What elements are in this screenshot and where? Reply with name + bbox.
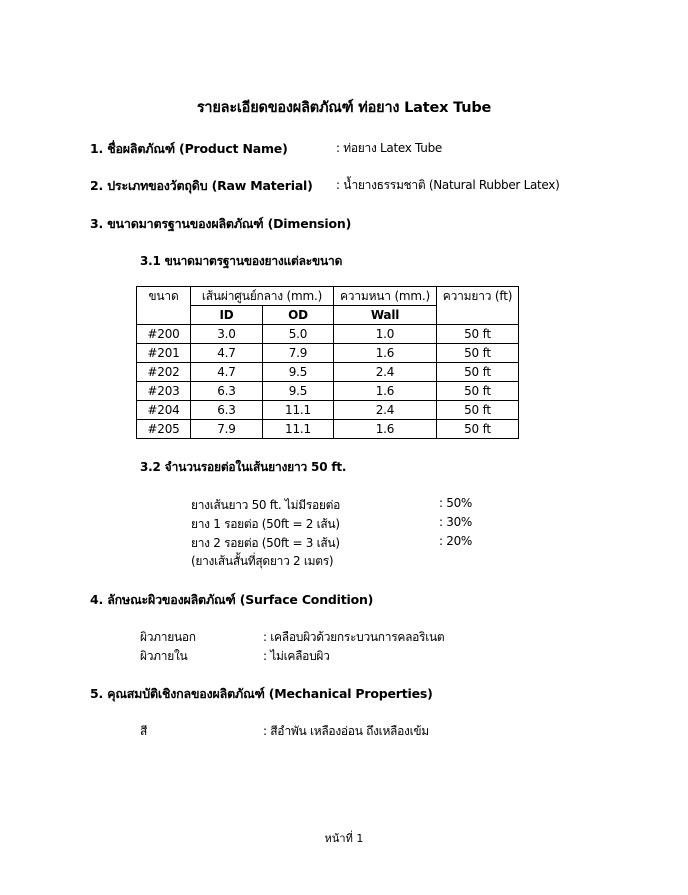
joint-item-label: ยางเส้นยาว 50 ft. ไม่มีรอยต่อ [191, 498, 341, 512]
cell-wall: 1.6 [334, 420, 437, 439]
cell-size: #202 [137, 363, 191, 382]
cell-size: #200 [137, 325, 191, 344]
cell-wall: 1.0 [334, 325, 437, 344]
document-title: รายละเอียดของผลิตภัณฑ์ ท่อยาง Latex Tube [196, 100, 492, 116]
cell-length: 50 ft [437, 401, 519, 420]
joint-item-label: ยาง 2 รอยต่อ (50ft = 3 เส้น) [191, 536, 340, 550]
header-size: ขนาด [137, 287, 191, 325]
cell-id: 4.7 [191, 344, 263, 363]
cell-od: 7.9 [263, 344, 334, 363]
header-diameter: เส้นผ่าศูนย์กลาง (mm.) [191, 287, 334, 306]
joint-item-label: ยาง 1 รอยต่อ (50ft = 2 เส้น) [191, 517, 340, 531]
table-row [137, 363, 519, 382]
mechanical-item-label: สี [140, 724, 148, 738]
joint-item-value: : 50% [439, 496, 473, 510]
cell-size: #204 [137, 401, 191, 420]
table-row [137, 344, 519, 363]
cell-od: 9.5 [263, 382, 334, 401]
cell-wall: 1.6 [334, 382, 437, 401]
joint-item-value: : 30% [439, 515, 473, 529]
surface-item-value: : เคลือบผิวด้วยกระบวนการคลอริเนต [263, 630, 445, 644]
header-thickness: ความหนา (mm.) [334, 287, 437, 306]
cell-od: 11.1 [263, 420, 334, 439]
section-1-value: : ท่อยาง Latex Tube [336, 141, 442, 155]
cell-size: #205 [137, 420, 191, 439]
table-row [137, 401, 519, 420]
table-row [137, 382, 519, 401]
cell-id: 7.9 [191, 420, 263, 439]
cell-wall: 1.6 [334, 344, 437, 363]
joint-note: (ยางเส้นสั้นที่สุดยาว 2 เมตร) [191, 554, 334, 568]
dimension-table [136, 286, 519, 439]
cell-od: 11.1 [263, 401, 334, 420]
cell-length: 50 ft [437, 363, 519, 382]
section-2-heading: 2. ประเภทของวัตถุดิบ (Raw Material) [90, 178, 313, 193]
surface-item-label: ผิวภายนอก [140, 630, 196, 644]
cell-length: 50 ft [437, 420, 519, 439]
header-id: ID [191, 306, 263, 325]
cell-id: 3.0 [191, 325, 263, 344]
section-1-heading: 1. ชื่อผลิตภัณฑ์ (Product Name) [90, 141, 288, 156]
section-3-2-heading: 3.2 จำนวนรอยต่อในเส้นยางยาว 50 ft. [140, 460, 347, 474]
mechanical-item-value: : สีอำพัน เหลืองอ่อน ถึงเหลืองเข้ม [263, 724, 429, 738]
cell-id: 6.3 [191, 382, 263, 401]
cell-id: 6.3 [191, 401, 263, 420]
section-3-1-heading: 3.1 ขนาดมาตรฐานของยางแต่ละขนาด [140, 254, 343, 268]
cell-length: 50 ft [437, 382, 519, 401]
cell-wall: 2.4 [334, 401, 437, 420]
section-3-heading: 3. ขนาดมาตรฐานของผลิตภัณฑ์ (Dimension) [90, 216, 352, 231]
surface-item-label: ผิวภายใน [140, 649, 188, 663]
header-length: ความยาว (ft) [437, 287, 519, 325]
surface-item-value: : ไม่เคลือบผิว [263, 649, 330, 663]
cell-od: 9.5 [263, 363, 334, 382]
table-row [137, 325, 519, 344]
cell-length: 50 ft [437, 344, 519, 363]
cell-od: 5.0 [263, 325, 334, 344]
joint-item-value: : 20% [439, 534, 473, 548]
page-number: หน้าที่ 1 [324, 832, 364, 845]
cell-id: 4.7 [191, 363, 263, 382]
header-wall: Wall [334, 306, 437, 325]
cell-length: 50 ft [437, 325, 519, 344]
cell-size: #203 [137, 382, 191, 401]
section-4-heading: 4. ลักษณะผิวของผลิตภัณฑ์ (Surface Condition) [90, 592, 374, 607]
section-5-heading: 5. คุณสมบัติเชิงกลของผลิตภัณฑ์ (Mechanical Properties) [90, 686, 433, 701]
section-2-value: : น้ำยางธรรมชาติ (Natural Rubber Latex) [336, 178, 560, 192]
cell-wall: 2.4 [334, 363, 437, 382]
table-row [137, 420, 519, 439]
cell-size: #201 [137, 344, 191, 363]
header-od: OD [263, 306, 334, 325]
